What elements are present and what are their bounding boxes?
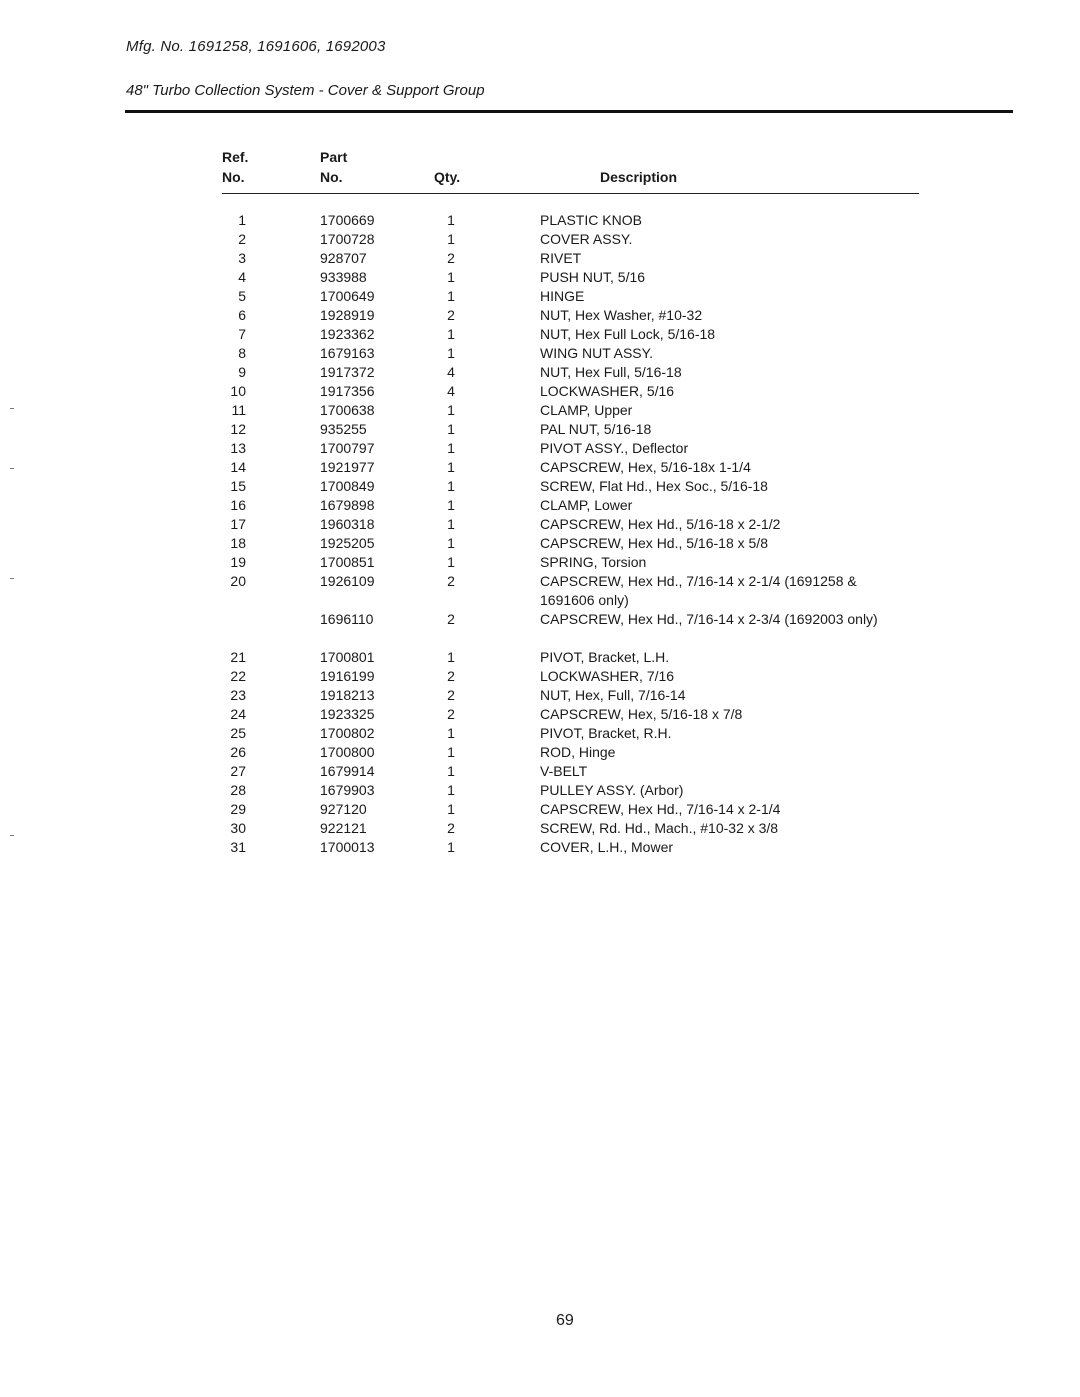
description-cell: CAPSCREW, Hex, 5/16-18x 1-1/4 — [540, 459, 751, 475]
qty-cell: 1 — [447, 288, 455, 304]
part-number-cell: 1700638 — [320, 402, 375, 418]
qty-cell: 1 — [447, 516, 455, 532]
part-number-cell: 1679898 — [320, 497, 375, 513]
description-cell: PIVOT ASSY., Deflector — [540, 440, 689, 456]
description-cell: CAPSCREW, Hex Hd., 5/16-18 x 5/8 — [540, 535, 768, 551]
table-row — [0, 724, 1080, 743]
table-row — [0, 800, 1080, 819]
table-row — [0, 325, 1080, 344]
description-cell: SCREW, Flat Hd., Hex Soc., 5/16-18 — [540, 478, 768, 494]
qty-cell: 1 — [447, 440, 455, 456]
table-row — [0, 534, 1080, 553]
qty-cell: 4 — [447, 364, 455, 380]
description-cell: CLAMP, Lower — [540, 497, 633, 513]
qty-cell: 1 — [447, 725, 455, 741]
table-row — [0, 743, 1080, 762]
part-number-cell: 928707 — [320, 250, 367, 266]
table-row — [0, 458, 1080, 477]
ref-cell: 31 — [230, 839, 246, 855]
description-cell: NUT, Hex, Full, 7/16-14 — [540, 687, 686, 703]
scan-mark — [10, 835, 14, 836]
qty-cell: 2 — [447, 820, 455, 836]
qty-cell: 1 — [447, 421, 455, 437]
col-part-header — [320, 147, 347, 187]
table-row — [0, 344, 1080, 363]
qty-cell: 1 — [447, 763, 455, 779]
table-row — [0, 306, 1080, 325]
table-row — [0, 477, 1080, 496]
qty-cell: 1 — [447, 801, 455, 817]
part-number-cell: 1700849 — [320, 478, 375, 494]
description-cell: PUSH NUT, 5/16 — [540, 269, 646, 285]
description-cell: CAPSCREW, Hex Hd., 7/16-14 x 2-1/4 (1691258 & 1691606 only) — [540, 573, 857, 608]
qty-cell: 1 — [447, 782, 455, 798]
ref-cell: 20 — [230, 573, 246, 589]
part-number-cell: 1917372 — [320, 364, 375, 380]
ref-cell: 2 — [238, 231, 246, 247]
part-number-cell: 1925205 — [320, 535, 375, 551]
ref-cell: 17 — [230, 516, 246, 532]
description-cell: LOCKWASHER, 5/16 — [540, 383, 675, 399]
description-cell: PIVOT, Bracket, L.H. — [540, 649, 670, 665]
col-description-header: Description — [600, 169, 678, 185]
part-number-cell: 935255 — [320, 421, 367, 437]
part-number-cell: 1679163 — [320, 345, 375, 361]
ref-cell: 24 — [230, 706, 246, 722]
ref-cell: 15 — [230, 478, 246, 494]
table-row — [0, 705, 1080, 724]
ref-cell: 3 — [238, 250, 246, 266]
col-ref-header — [222, 147, 248, 187]
part-number-cell: 1926109 — [320, 573, 375, 589]
ref-cell: 29 — [230, 801, 246, 817]
description-cell: CAPSCREW, Hex Hd., 5/16-18 x 2-1/2 — [540, 516, 781, 532]
description-cell: HINGE — [540, 288, 585, 304]
qty-cell: 2 — [447, 706, 455, 722]
part-number-cell: 1700802 — [320, 725, 375, 741]
qty-cell: 4 — [447, 383, 455, 399]
ref-cell: 11 — [231, 402, 246, 418]
description-cell: CAPSCREW, Hex, 5/16-18 x 7/8 — [540, 706, 743, 722]
col-part-line1: Part — [320, 149, 348, 165]
qty-cell: 1 — [447, 231, 455, 247]
header-underline — [222, 193, 919, 194]
description-cell: CAPSCREW, Hex Hd., 7/16-14 x 2-1/4 — [540, 801, 781, 817]
qty-cell: 2 — [447, 250, 455, 266]
qty-cell: 1 — [447, 478, 455, 494]
mfg-number: Mfg. No. 1691258, 1691606, 1692003 — [126, 38, 386, 55]
part-number-cell: 1700801 — [320, 649, 375, 665]
ref-cell: 12 — [230, 421, 246, 437]
ref-cell: 1 — [238, 212, 246, 228]
ref-cell: 7 — [238, 326, 246, 342]
description-cell: PLASTIC KNOB — [540, 212, 642, 228]
description-cell: NUT, Hex Full, 5/16-18 — [540, 364, 682, 380]
table-row — [0, 439, 1080, 458]
scan-mark — [10, 408, 14, 409]
qty-cell: 1 — [447, 744, 455, 760]
description-cell: SPRING, Torsion — [540, 554, 647, 570]
part-number-cell: 1700728 — [320, 231, 375, 247]
ref-cell: 27 — [230, 763, 246, 779]
part-number-cell: 1923325 — [320, 706, 375, 722]
part-number-cell: 1700669 — [320, 212, 375, 228]
ref-cell: 8 — [238, 345, 246, 361]
part-number-cell: 1700800 — [320, 744, 375, 760]
part-number-cell: 1928919 — [320, 307, 375, 323]
col-ref-line2: No. — [222, 169, 245, 185]
qty-cell: 1 — [447, 554, 455, 570]
table-row — [0, 401, 1080, 420]
ref-cell: 10 — [230, 383, 246, 399]
ref-cell: 13 — [230, 440, 246, 456]
header-rule — [125, 110, 1013, 113]
ref-cell: 18 — [230, 535, 246, 551]
table-row — [0, 249, 1080, 268]
qty-cell: 1 — [447, 649, 455, 665]
table-row — [0, 781, 1080, 800]
ref-cell: 5 — [238, 288, 246, 304]
description-cell: NUT, Hex Full Lock, 5/16-18 — [540, 326, 716, 342]
part-number-cell: 1960318 — [320, 516, 375, 532]
ref-cell: 4 — [238, 269, 246, 285]
part-number-cell: 1700851 — [320, 554, 375, 570]
table-row — [0, 610, 1080, 648]
page-number: 69 — [556, 1312, 574, 1329]
ref-cell: 19 — [230, 554, 246, 570]
description-cell: WING NUT ASSY. — [540, 345, 654, 361]
part-number-cell: 1700797 — [320, 440, 375, 456]
section-title: 48" Turbo Collection System - Cover & Support Group — [126, 82, 485, 99]
description-cell: NUT, Hex Washer, #10-32 — [540, 307, 703, 323]
description-cell: CLAMP, Upper — [540, 402, 633, 418]
col-qty-header: Qty. — [434, 169, 461, 185]
part-number-cell: 1696110 — [320, 611, 374, 627]
ref-cell: 23 — [230, 687, 246, 703]
description-cell: ROD, Hinge — [540, 744, 616, 760]
scan-mark — [10, 578, 14, 579]
part-number-cell: 1679903 — [320, 782, 375, 798]
description-cell: COVER ASSY. — [540, 231, 633, 247]
qty-cell: 1 — [447, 326, 455, 342]
part-number-cell: 927120 — [320, 801, 367, 817]
table-row — [0, 420, 1080, 439]
description-cell: LOCKWASHER, 7/16 — [540, 668, 675, 684]
qty-cell: 1 — [447, 535, 455, 551]
ref-cell: 6 — [238, 307, 246, 323]
qty-cell: 1 — [447, 345, 455, 361]
table-row — [0, 268, 1080, 287]
qty-cell: 1 — [447, 497, 455, 513]
qty-cell: 1 — [447, 459, 455, 475]
ref-cell: 9 — [238, 364, 246, 380]
part-number-cell: 922121 — [320, 820, 367, 836]
table-row — [0, 515, 1080, 534]
qty-cell: 1 — [447, 212, 455, 228]
part-number-cell: 1700013 — [320, 839, 375, 855]
qty-cell: 2 — [447, 687, 455, 703]
description-cell: PULLEY ASSY. (Arbor) — [540, 782, 684, 798]
ref-cell: 26 — [230, 744, 246, 760]
qty-cell: 2 — [447, 611, 455, 627]
description-cell: COVER, L.H., Mower — [540, 839, 674, 855]
part-number-cell: 1679914 — [320, 763, 375, 779]
ref-cell: 30 — [230, 820, 246, 836]
table-row — [0, 211, 1080, 230]
description-cell: V-BELT — [540, 763, 588, 779]
table-row — [0, 382, 1080, 401]
table-row — [0, 762, 1080, 781]
col-part-line2: No. — [320, 169, 343, 185]
col-ref-line1: Ref. — [222, 149, 249, 165]
table-row — [0, 667, 1080, 686]
part-number-cell: 1916199 — [320, 668, 375, 684]
table-row — [0, 230, 1080, 249]
description-cell: CAPSCREW, Hex Hd., 7/16-14 x 2-3/4 (1692003 only) — [540, 611, 878, 627]
table-row — [0, 572, 1080, 610]
table-row — [0, 838, 1080, 857]
parts-table — [0, 211, 1080, 857]
table-row — [0, 648, 1080, 667]
qty-cell: 2 — [447, 573, 455, 589]
ref-cell: 21 — [230, 649, 246, 665]
table-row — [0, 553, 1080, 572]
part-number-cell: 1921977 — [320, 459, 375, 475]
ref-cell: 28 — [230, 782, 246, 798]
table-row — [0, 496, 1080, 515]
table-row — [0, 287, 1080, 306]
ref-cell: 16 — [230, 497, 246, 513]
ref-cell: 25 — [230, 725, 246, 741]
part-number-cell: 1700649 — [320, 288, 375, 304]
qty-cell: 2 — [447, 307, 455, 323]
part-number-cell: 933988 — [320, 269, 367, 285]
table-row — [0, 686, 1080, 705]
table-row — [0, 363, 1080, 382]
qty-cell: 2 — [447, 668, 455, 684]
description-cell: PAL NUT, 5/16-18 — [540, 421, 652, 437]
table-row — [0, 819, 1080, 838]
scan-mark — [10, 468, 14, 469]
part-number-cell: 1918213 — [320, 687, 375, 703]
description-cell: PIVOT, Bracket, R.H. — [540, 725, 672, 741]
qty-cell: 1 — [447, 839, 455, 855]
description-cell: SCREW, Rd. Hd., Mach., #10-32 x 3/8 — [540, 820, 779, 836]
qty-cell: 1 — [447, 269, 455, 285]
part-number-cell: 1923362 — [320, 326, 375, 342]
ref-cell: 22 — [230, 668, 246, 684]
part-number-cell: 1917356 — [320, 383, 375, 399]
description-cell: RIVET — [540, 250, 582, 266]
ref-cell: 14 — [230, 459, 246, 475]
qty-cell: 1 — [447, 402, 455, 418]
